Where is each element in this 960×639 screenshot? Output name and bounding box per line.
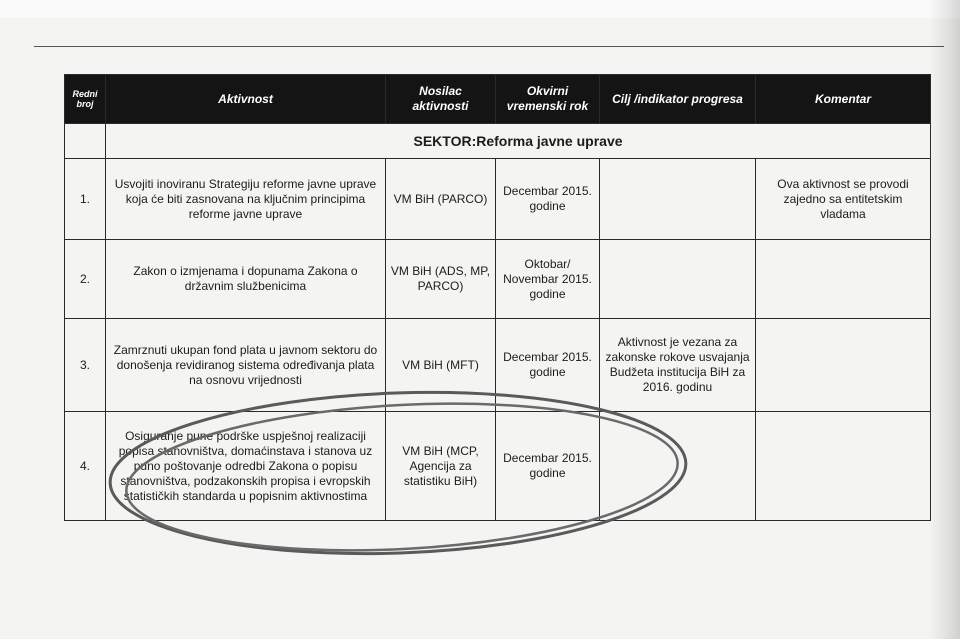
row-timeframe: Decembar 2015. godine — [496, 159, 600, 240]
row-timeframe: Decembar 2015. godine — [496, 319, 600, 412]
row-holder: VM BiH (ADS, MP, PARCO) — [386, 240, 496, 319]
row-holder: VM BiH (MFT) — [386, 319, 496, 412]
row-holder: VM BiH (PARCO) — [386, 159, 496, 240]
row-comment — [756, 240, 931, 319]
top-margin — [0, 0, 960, 18]
row-activity: Usvojiti inoviranu Strategiju reforme javne uprave koja će biti zasnovana na ključnim principima reforme javne uprave — [106, 159, 386, 240]
header-no: Redni broj — [65, 75, 106, 124]
header-goal: Cilj /indikator progresa — [600, 75, 756, 124]
row-comment: Ova aktivnost se provodi zajedno sa entitetskim vladama — [756, 159, 931, 240]
header-activity: Aktivnost — [106, 75, 386, 124]
table-header-row — [65, 75, 931, 124]
row-goal: Aktivnost je vezana za zakonske rokove usvajanja Budžeta institucija BiH za 2016. godinu — [600, 319, 756, 412]
row-activity: Osiguranje pune podrške uspješnoj realizaciji popisa stanovništva, domaćinstava i stanova uz puno poštovanje odredbi Zakona o popisu stanovništva, podzakonskih propisa i evropskih statističkih standarda u popisnim aktivnostima — [106, 412, 386, 521]
sector-blank-cell — [65, 124, 106, 159]
row-comment — [756, 319, 931, 412]
row-activity: Zamrznuti ukupan fond plata u javnom sektoru do donošenja revidiranog sistema određivanja plata na osnovu vrijednosti — [106, 319, 386, 412]
header-comment: Komentar — [756, 75, 931, 124]
page-rule-line — [34, 46, 944, 47]
sector-row — [65, 124, 931, 159]
row-number: 1. — [65, 159, 106, 240]
row-timeframe: Oktobar/ Novembar 2015. godine — [496, 240, 600, 319]
table-row — [65, 240, 931, 319]
row-activity: Zakon o izmjenama i dopunama Zakona o državnim službenicima — [106, 240, 386, 319]
page-edge-shadow — [928, 0, 960, 639]
row-goal — [600, 412, 756, 521]
table-row — [65, 159, 931, 240]
row-goal — [600, 240, 756, 319]
row-number: 2. — [65, 240, 106, 319]
action-plan-table — [64, 74, 931, 521]
row-goal — [600, 159, 756, 240]
row-number: 3. — [65, 319, 106, 412]
table-row — [65, 412, 931, 521]
row-holder: VM BiH (MCP, Agencija za statistiku BiH) — [386, 412, 496, 521]
row-comment — [756, 412, 931, 521]
sector-title: SEKTOR:Reforma javne uprave — [106, 124, 931, 159]
header-timeframe: Okvirni vremenski rok — [496, 75, 600, 124]
table-row — [65, 319, 931, 412]
row-number: 4. — [65, 412, 106, 521]
row-timeframe: Decembar 2015. godine — [496, 412, 600, 521]
header-holder: Nosilac aktivnosti — [386, 75, 496, 124]
